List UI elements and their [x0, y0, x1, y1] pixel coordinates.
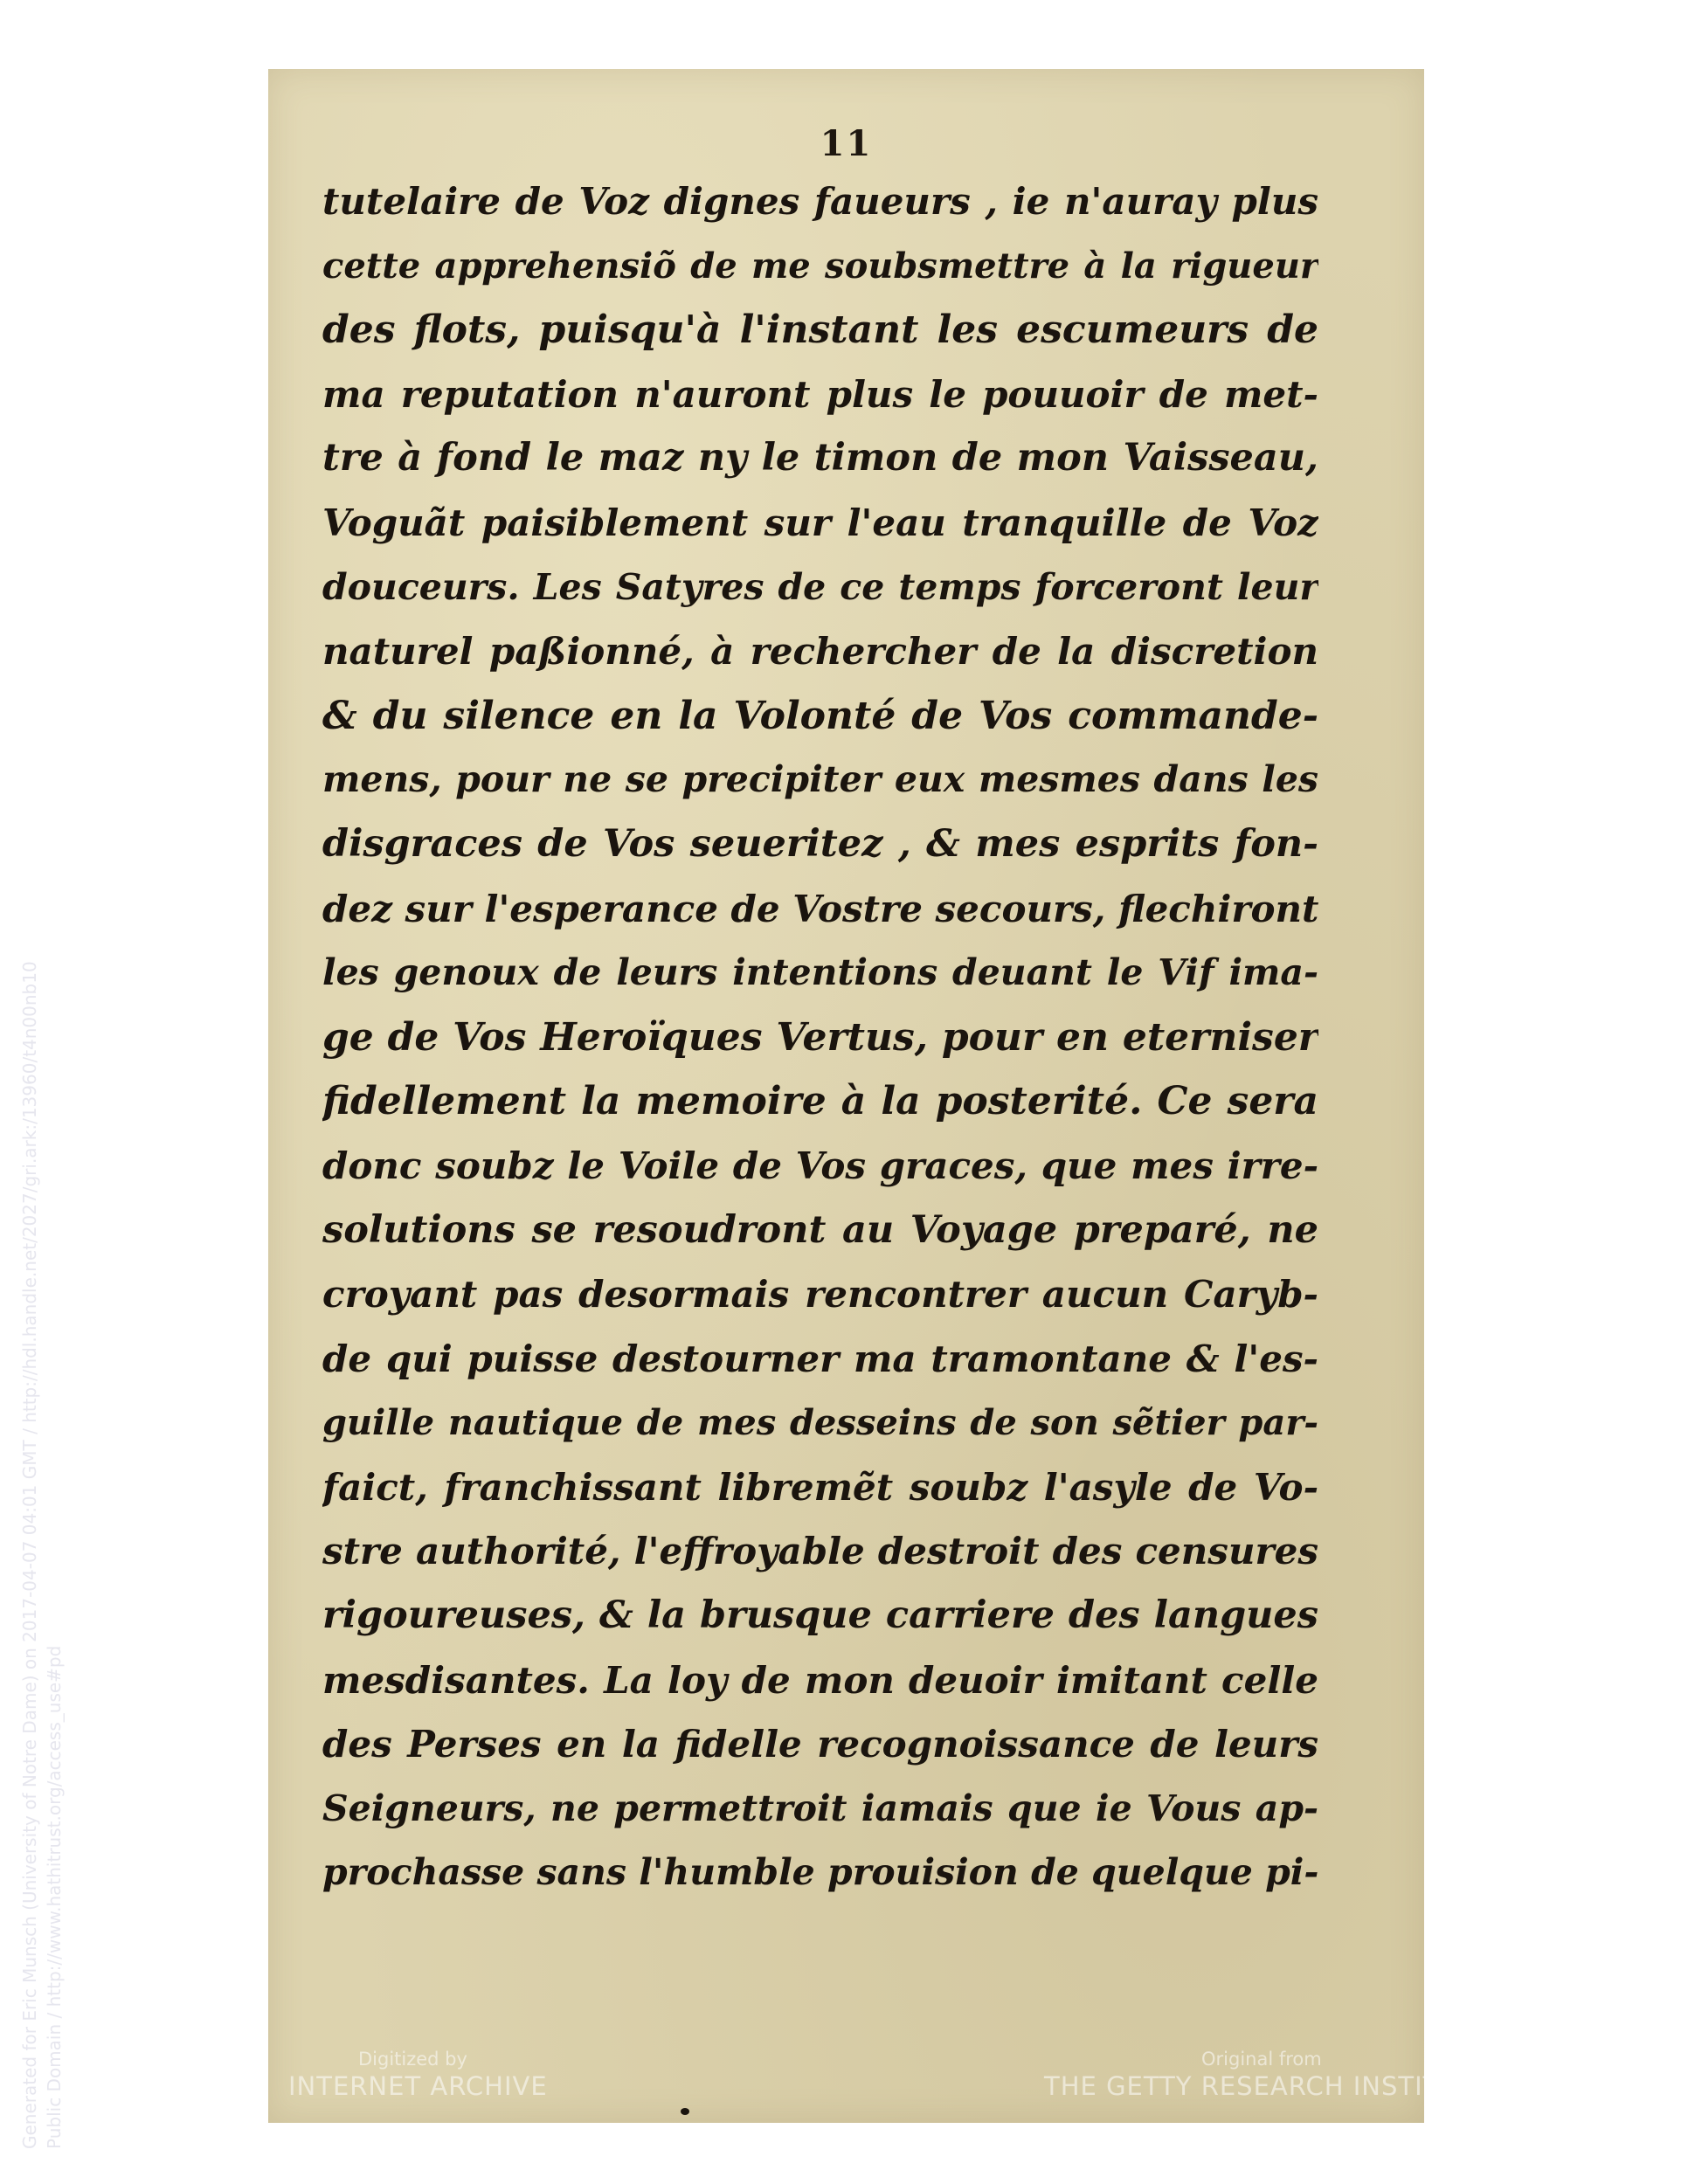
side-watermark	[17, 804, 66, 2149]
footer-right-source: THE GETTY RESEARCH INSTITUTE	[1044, 2071, 1492, 2101]
text-line: disgraces de Vos seueritez , & mes esprits fon-	[322, 821, 1318, 866]
text-line: fidellement la memoire à la posterité. Ce sera	[322, 1079, 1318, 1124]
footer-original-from	[1044, 2049, 1492, 2101]
text-line: rigoureuses, & la brusque carriere des langues	[322, 1593, 1318, 1638]
watermark-line-1: Generated for Eric Munsch (University of Notre Dame) on 2017-04-07 04:01 GMT / http://hdl.handle.net/2027/gri.ark:/13960/t4n00nb10	[19, 961, 40, 2149]
text-block	[322, 169, 1318, 1905]
text-line: & du silence en la Volonté de Vos commande-	[322, 693, 1318, 738]
text-line: Seigneurs, ne permettroit iamais que ie Vous ap-	[322, 1787, 1318, 1829]
text-line: solutions se resoudront au Voyage preparé, ne	[322, 1207, 1318, 1252]
text-line: des Perses en la fidelle recognoissance de leurs	[322, 1723, 1318, 1766]
footer-digitized-by	[288, 2049, 548, 2101]
text-line: naturel paßionné, à rechercher de la discretion	[322, 630, 1318, 674]
footer-left-caption: Digitized by	[358, 2049, 467, 2070]
text-line: ge de Vos Heroïques Vertus, pour en eterniser	[322, 1014, 1318, 1060]
text-line: guille nautique de mes desseins de son sẽtier par-	[322, 1402, 1318, 1444]
text-line: cette apprehensiõ de me soubsmettre à la rigueur	[322, 245, 1318, 287]
footer-left-source: INTERNET ARCHIVE	[288, 2071, 548, 2101]
text-line: stre authorité, l'effroyable destroit des censures	[322, 1530, 1318, 1573]
text-line: prochasse sans l'humble prouision de quelque pi-	[322, 1851, 1318, 1894]
text-line: les genoux de leurs intentions deuant le Vif ima-	[322, 951, 1318, 994]
text-line: douceurs. Les Satyres de ce temps forceront leur	[322, 565, 1318, 608]
text-line: mesdisantes. La loy de mon deuoir imitant celle	[322, 1658, 1318, 1702]
watermark-line-2: Public Domain / http://www.hathitrust.org/access_use#pd	[44, 1645, 65, 2149]
page-scan	[268, 69, 1424, 2123]
text-line: de qui puisse destourner ma tramontane & l'es-	[322, 1337, 1318, 1380]
page-number: 11	[820, 123, 873, 164]
footer-right-caption: Original from	[1201, 2049, 1322, 2070]
text-line: tutelaire de Voz dignes faueurs , ie n'auray plus	[322, 180, 1318, 223]
text-line: ma reputation n'auront plus le pouuoir de met-	[322, 372, 1318, 416]
text-line: Voguãt paisiblement sur l'eau tranquille de Voz	[322, 501, 1318, 544]
text-line: croyant pas desormais rencontrer aucun Caryb-	[322, 1273, 1318, 1317]
ink-dot	[681, 2108, 689, 2115]
text-line: donc soubz le Voile de Vos graces, que mes irre-	[322, 1144, 1318, 1187]
text-line: faict, franchissant libremẽt soubz l'asyle de Vo-	[322, 1465, 1318, 1509]
text-line: dez sur l'esperance de Vostre secours, flechiront	[322, 887, 1318, 930]
text-line: des flots, puisqu'à l'instant les escumeurs de	[322, 308, 1318, 353]
text-line: mens, pour ne se precipiter eux mesmes dans les	[322, 758, 1318, 801]
text-line: tre à fond le maz ny le timon de mon Vaisseau,	[322, 436, 1318, 480]
